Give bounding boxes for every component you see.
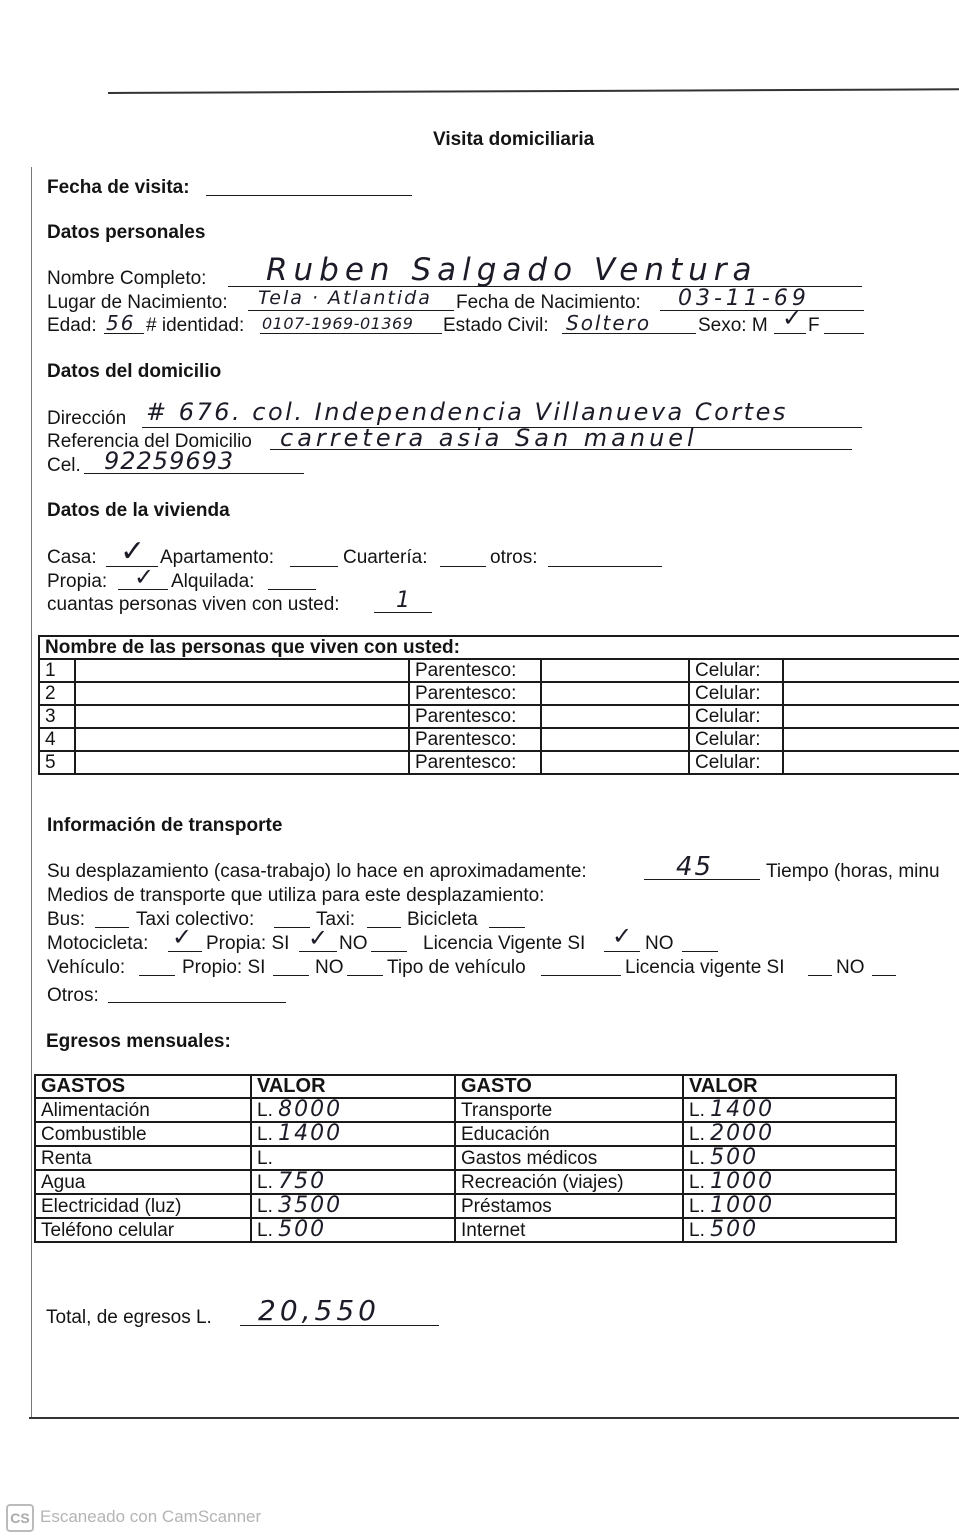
currency-label: L. [689, 1196, 705, 1217]
bottom-rule [29, 1417, 959, 1419]
tipo-vehiculo-field[interactable] [541, 975, 621, 976]
person-name-cell[interactable] [75, 728, 409, 751]
direccion-label: Dirección [47, 408, 127, 429]
identidad-value: 0107-1969-01369 [262, 314, 414, 333]
expense-item: Renta [35, 1146, 251, 1170]
camscanner-watermark: Escaneado con CamScanner [40, 1507, 262, 1526]
person-name-cell[interactable] [75, 705, 409, 728]
motocicleta-label: Motocicleta: [47, 933, 149, 954]
table-row [35, 1146, 896, 1170]
celular-label: Celular: [689, 728, 783, 751]
vehiculo-propio-label: Propio: SI [182, 957, 266, 978]
vehiculo-label: Vehículo: [47, 957, 126, 978]
expense-value: 500 [710, 1145, 759, 1170]
col-gasto-header: GASTO [455, 1075, 683, 1098]
expense-value: 2000 [710, 1121, 775, 1146]
expense-value-cell[interactable] [251, 1146, 455, 1170]
casa-check-icon: ✓ [120, 534, 146, 569]
estado-civil-label: Estado Civil: [443, 315, 549, 336]
fecha-nacimiento-value: 03-11-69 [678, 286, 810, 311]
moto-licencia-label: Licencia Vigente SI [423, 933, 586, 954]
currency-label: L. [257, 1220, 273, 1241]
sexo-m-field[interactable] [774, 333, 806, 334]
expense-value: 3500 [278, 1193, 343, 1218]
expense-value-cell[interactable] [683, 1146, 896, 1170]
lugar-nacimiento-value: Tela · Atlantida [258, 287, 432, 309]
currency-label: L. [257, 1196, 273, 1217]
apartamento-label: Apartamento: [160, 547, 275, 568]
alquilada-label: Alquilada: [171, 571, 255, 592]
desplazamiento-label: Su desplazamiento (casa-trabajo) lo hace en aproximadamente: [47, 861, 587, 882]
expense-item: Combustible [35, 1122, 251, 1146]
expense-value-cell[interactable] [683, 1170, 896, 1194]
expense-value-cell[interactable] [251, 1218, 455, 1242]
vehiculo-propio-si-field[interactable] [273, 975, 309, 976]
expense-item: Gastos médicos [455, 1146, 683, 1170]
row-number: 5 [39, 751, 75, 774]
currency-label: L. [257, 1148, 273, 1169]
expense-item: Recreación (viajes) [455, 1170, 683, 1194]
fecha-visita-label: Fecha de visita: [47, 177, 190, 198]
table-row [39, 659, 959, 682]
casa-label: Casa: [47, 547, 97, 568]
row-number: 1 [39, 659, 75, 682]
row-number: 4 [39, 728, 75, 751]
people-table [38, 635, 959, 775]
table-row [35, 1122, 896, 1146]
propia-check-icon: ✓ [134, 563, 155, 591]
referencia-label: Referencia del Domicilio [47, 431, 252, 452]
celular-label: Celular: [689, 682, 783, 705]
parentesco-cell[interactable] [541, 751, 689, 774]
top-rule [108, 88, 959, 94]
row-number: 3 [39, 705, 75, 728]
parentesco-label: Parentesco: [409, 705, 541, 728]
parentesco-cell[interactable] [541, 682, 689, 705]
person-name-cell[interactable] [75, 682, 409, 705]
motocicleta-check-icon: ✓ [172, 923, 193, 951]
celular-cell[interactable] [783, 659, 959, 682]
alquilada-field[interactable] [268, 589, 316, 590]
expense-item: Agua [35, 1170, 251, 1194]
col-gastos-header: GASTOS [35, 1075, 251, 1098]
expense-value: 1400 [278, 1121, 343, 1146]
expense-value-cell[interactable] [683, 1194, 896, 1218]
taxi-colectivo-label: Taxi colectivo: [136, 909, 255, 930]
parentesco-label: Parentesco: [409, 751, 541, 774]
person-name-cell[interactable] [75, 751, 409, 774]
expense-item: Transporte [455, 1098, 683, 1122]
currency-label: L. [689, 1148, 705, 1169]
bus-label: Bus: [47, 909, 86, 930]
celular-label: Celular: [689, 659, 783, 682]
moto-propia-check-icon: ✓ [308, 924, 329, 952]
vehiculo-field[interactable] [139, 975, 175, 976]
expense-item: Internet [455, 1218, 683, 1242]
bicicleta-field[interactable] [489, 927, 525, 928]
parentesco-cell[interactable] [541, 728, 689, 751]
expenses-table [34, 1074, 897, 1243]
table-row [35, 1194, 896, 1218]
parentesco-cell[interactable] [541, 659, 689, 682]
col-valor-header: VALOR [251, 1075, 455, 1098]
expense-value-cell[interactable] [683, 1098, 896, 1122]
tiempo-label: Tiempo (horas, minu [766, 861, 940, 882]
section-datos-personales: Datos personales [47, 222, 206, 243]
expense-value-cell[interactable] [251, 1194, 455, 1218]
currency-label: L. [257, 1172, 273, 1193]
moto-licencia-no-field[interactable] [682, 951, 718, 952]
vehiculo-licencia-no-field[interactable] [872, 975, 896, 976]
vehiculo-licencia-label: Licencia vigente SI [625, 957, 785, 978]
currency-label: L. [257, 1124, 273, 1145]
edad-label: Edad: [47, 315, 97, 336]
currency-label: L. [257, 1100, 273, 1121]
motocicleta-field[interactable] [168, 951, 202, 952]
parentesco-cell[interactable] [541, 705, 689, 728]
nombre-label: Nombre Completo: [47, 268, 207, 289]
personas-label: cuantas personas viven con usted: [47, 594, 340, 615]
camscanner-logo-icon: CS [6, 1504, 34, 1532]
left-margin-rule [31, 167, 32, 1419]
cel-label: Cel. [47, 455, 81, 476]
identidad-label: # identidad: [146, 315, 245, 336]
expense-value: 500 [710, 1217, 759, 1242]
moto-licencia-check-icon: ✓ [612, 922, 633, 950]
otros-transporte-field[interactable] [108, 1002, 286, 1003]
taxi-field[interactable] [367, 927, 401, 928]
expense-value-cell[interactable] [251, 1122, 455, 1146]
otros-vivienda-field[interactable] [548, 566, 662, 567]
section-datos-domicilio: Datos del domicilio [47, 361, 222, 382]
direccion-value: # 676. col. Independencia Villanueva Cortes [146, 398, 788, 426]
currency-label: L. [689, 1172, 705, 1193]
expense-item: Educación [455, 1122, 683, 1146]
table-row [35, 1218, 896, 1242]
estado-civil-value: Soltero [566, 311, 652, 335]
celular-cell[interactable] [783, 705, 959, 728]
vehiculo-no-label: NO [315, 957, 344, 978]
sexo-label: Sexo: M [698, 315, 768, 336]
parentesco-label: Parentesco: [409, 659, 541, 682]
fecha-nacimiento-label: Fecha de Nacimiento: [456, 292, 641, 313]
cel-value: 92259693 [104, 447, 235, 475]
moto-propia-label: Propia: SI [206, 933, 290, 954]
taxi-colectivo-field[interactable] [274, 927, 310, 928]
desplazamiento-value: 45 [676, 852, 714, 882]
bus-field[interactable] [95, 927, 129, 928]
expense-value-cell[interactable] [683, 1218, 896, 1242]
lugar-nacimiento-field[interactable] [248, 310, 454, 311]
celular-cell[interactable] [783, 682, 959, 705]
section-datos-vivienda: Datos de la vivienda [47, 500, 230, 521]
table-row [39, 751, 959, 774]
people-table-header: Nombre de las personas que viven con usted: [39, 636, 959, 659]
vehiculo-licencia-no-label: NO [836, 957, 865, 978]
cuarteria-field[interactable] [440, 566, 486, 567]
referencia-value: carretera asia San manuel [280, 424, 698, 452]
expense-value: 750 [278, 1169, 327, 1194]
taxi-label: Taxi: [316, 909, 356, 930]
parentesco-label: Parentesco: [409, 728, 541, 751]
row-number: 2 [39, 682, 75, 705]
section-egresos: Egresos mensuales: [46, 1031, 231, 1052]
bicicleta-label: Bicicleta [407, 909, 478, 930]
currency-label: L. [689, 1124, 705, 1145]
tipo-vehiculo-label: Tipo de vehículo [387, 957, 526, 978]
currency-label: L. [689, 1220, 705, 1241]
expense-value: 1000 [710, 1169, 775, 1194]
sexo-m-check-icon: ✓ [782, 304, 803, 332]
expense-value: 1400 [710, 1097, 775, 1122]
moto-no-field[interactable] [371, 951, 407, 952]
fecha-visita-field[interactable] [206, 195, 412, 196]
nombre-value: Ruben Salgado Ventura [266, 252, 758, 288]
apartamento-field[interactable] [290, 566, 338, 567]
page-title: Visita domiciliaria [433, 129, 595, 150]
moto-licencia-si-field[interactable] [604, 951, 640, 952]
celular-cell[interactable] [783, 728, 959, 751]
expense-value: 500 [278, 1217, 327, 1242]
expense-item: Teléfono celular [35, 1218, 251, 1242]
moto-licencia-no-label: NO [645, 933, 674, 954]
lugar-nacimiento-label: Lugar de Nacimiento: [47, 292, 228, 313]
otros-vivienda-label: otros: [490, 547, 538, 568]
table-row [39, 705, 959, 728]
person-name-cell[interactable] [75, 659, 409, 682]
identidad-field[interactable] [260, 333, 442, 334]
table-row [39, 728, 959, 751]
total-egresos-label: Total, de egresos L. [46, 1307, 212, 1328]
col-valor2-header: VALOR [683, 1075, 896, 1098]
expense-value-cell[interactable] [251, 1098, 455, 1122]
celular-label: Celular: [689, 705, 783, 728]
currency-label: L. [689, 1100, 705, 1121]
expense-value-cell[interactable] [683, 1122, 896, 1146]
table-row [35, 1170, 896, 1194]
expense-value-cell[interactable] [251, 1170, 455, 1194]
section-transporte: Información de transporte [47, 815, 283, 836]
expense-item: Préstamos [455, 1194, 683, 1218]
edad-value: 56 [106, 311, 136, 335]
celular-cell[interactable] [783, 751, 959, 774]
vehiculo-no-field[interactable] [347, 975, 383, 976]
vehiculo-licencia-si-field[interactable] [808, 975, 832, 976]
sexo-f-label: F [808, 315, 820, 336]
expense-value: 8000 [278, 1097, 343, 1122]
expense-item: Electricidad (luz) [35, 1194, 251, 1218]
medios-label: Medios de transporte que utiliza para este desplazamiento: [47, 885, 545, 906]
table-row [39, 682, 959, 705]
sexo-f-field[interactable] [824, 333, 864, 334]
total-egresos-value: 20,550 [258, 1294, 380, 1327]
table-row [35, 1098, 896, 1122]
parentesco-label: Parentesco: [409, 682, 541, 705]
propia-label: Propia: [47, 571, 108, 592]
personas-value: 1 [396, 588, 412, 613]
celular-label: Celular: [689, 751, 783, 774]
moto-no-label: NO [339, 933, 368, 954]
cuarteria-label: Cuartería: [343, 547, 428, 568]
expense-value: 1000 [710, 1193, 775, 1218]
otros-transporte-label: Otros: [47, 985, 99, 1006]
expense-item: Alimentación [35, 1098, 251, 1122]
